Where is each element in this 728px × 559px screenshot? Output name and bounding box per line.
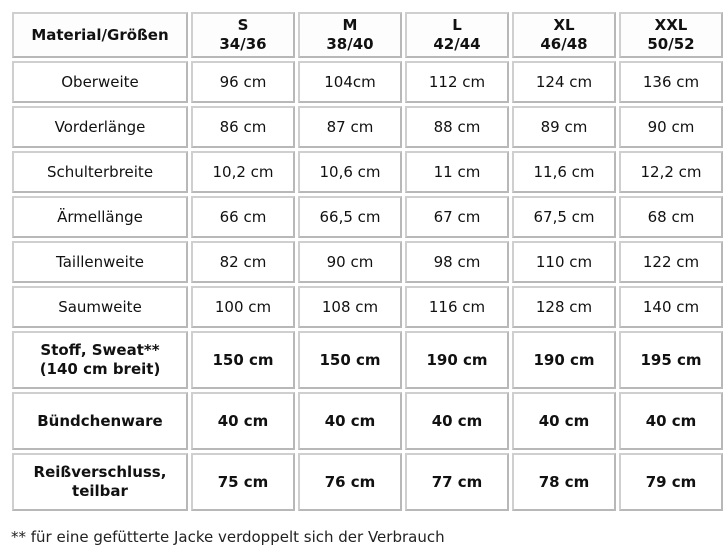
table-cell: 66,5 cm <box>298 196 402 238</box>
table-cell: 116 cm <box>405 286 509 328</box>
table-cell: 66 cm <box>191 196 295 238</box>
table-cell: 77 cm <box>405 453 509 511</box>
table-cell: 40 cm <box>619 392 723 450</box>
table-cell: 122 cm <box>619 241 723 283</box>
row-label: Taillenweite <box>12 241 188 283</box>
table-cell: 10,6 cm <box>298 151 402 193</box>
table-row <box>12 392 723 450</box>
table-cell: 108 cm <box>298 286 402 328</box>
table-cell: 40 cm <box>191 392 295 450</box>
row-label: Saumweite <box>12 286 188 328</box>
table-row <box>12 151 723 193</box>
row-label-line: Reißverschluss, <box>33 463 167 481</box>
table-cell: 150 cm <box>298 331 402 389</box>
table-cell: 195 cm <box>619 331 723 389</box>
table-cell: 87 cm <box>298 106 402 148</box>
row-label: Vorderlänge <box>12 106 188 148</box>
table-cell: 100 cm <box>191 286 295 328</box>
row-label <box>12 453 188 511</box>
table-cell: 78 cm <box>512 453 616 511</box>
header-size-l <box>405 12 509 58</box>
row-label-line: (140 cm breit) <box>39 360 161 378</box>
table-row <box>12 331 723 389</box>
header-corner-cell: Material/Größen <box>12 12 188 58</box>
table-cell: 104cm <box>298 61 402 103</box>
size-label: M <box>342 16 358 34</box>
table-cell: 68 cm <box>619 196 723 238</box>
header-row <box>12 12 723 58</box>
table-cell: 11,6 cm <box>512 151 616 193</box>
size-label: XXL <box>654 16 688 34</box>
size-range: 50/52 <box>647 35 695 53</box>
row-label: Oberweite <box>12 61 188 103</box>
table-cell: 40 cm <box>512 392 616 450</box>
size-label: L <box>452 16 462 34</box>
table-cell: 11 cm <box>405 151 509 193</box>
table-cell: 82 cm <box>191 241 295 283</box>
table-cell: 128 cm <box>512 286 616 328</box>
table-cell: 112 cm <box>405 61 509 103</box>
table-cell: 190 cm <box>405 331 509 389</box>
size-range: 34/36 <box>219 35 267 53</box>
table-cell: 12,2 cm <box>619 151 723 193</box>
table-cell: 124 cm <box>512 61 616 103</box>
row-label: Bündchenware <box>12 392 188 450</box>
row-label <box>12 331 188 389</box>
table-cell: 150 cm <box>191 331 295 389</box>
table-row <box>12 453 723 511</box>
row-label: Ärmellänge <box>12 196 188 238</box>
table-cell: 136 cm <box>619 61 723 103</box>
table-cell: 96 cm <box>191 61 295 103</box>
row-label: Schulterbreite <box>12 151 188 193</box>
table-cell: 86 cm <box>191 106 295 148</box>
row-label-line: teilbar <box>72 482 128 500</box>
table-cell: 140 cm <box>619 286 723 328</box>
table-cell: 110 cm <box>512 241 616 283</box>
size-label: XL <box>553 16 575 34</box>
table-cell: 10,2 cm <box>191 151 295 193</box>
table-row <box>12 61 723 103</box>
table-cell: 40 cm <box>298 392 402 450</box>
table-row <box>12 286 723 328</box>
row-label-line: Stoff, Sweat** <box>40 341 160 359</box>
table-cell: 40 cm <box>405 392 509 450</box>
table-cell: 190 cm <box>512 331 616 389</box>
footnote: ** für eine gefütterte Jacke verdoppelt sich der Verbrauch <box>11 528 445 546</box>
table-row <box>12 241 723 283</box>
table-cell: 90 cm <box>298 241 402 283</box>
header-size-xxl <box>619 12 723 58</box>
table-cell: 79 cm <box>619 453 723 511</box>
table-cell: 67 cm <box>405 196 509 238</box>
table-row <box>12 196 723 238</box>
table-cell: 90 cm <box>619 106 723 148</box>
table-cell: 98 cm <box>405 241 509 283</box>
table-cell: 88 cm <box>405 106 509 148</box>
table-cell: 67,5 cm <box>512 196 616 238</box>
table-cell: 76 cm <box>298 453 402 511</box>
size-range: 38/40 <box>326 35 374 53</box>
table-cell: 89 cm <box>512 106 616 148</box>
size-table <box>9 9 726 514</box>
size-range: 46/48 <box>540 35 588 53</box>
header-size-s <box>191 12 295 58</box>
table-row <box>12 106 723 148</box>
size-range: 42/44 <box>433 35 481 53</box>
table-cell: 75 cm <box>191 453 295 511</box>
header-size-xl <box>512 12 616 58</box>
size-label: S <box>237 16 249 34</box>
header-size-m <box>298 12 402 58</box>
